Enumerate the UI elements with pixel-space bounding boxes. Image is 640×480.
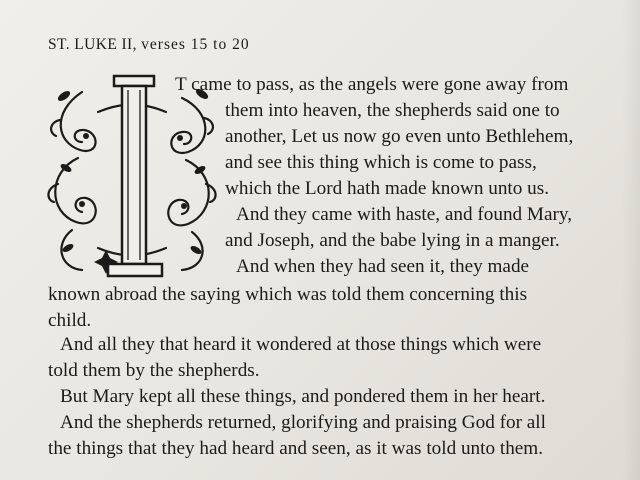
- text-line-13: But Mary kept all these things, and pondered them in her heart.: [60, 386, 546, 407]
- ornamental-initial-i: [42, 72, 220, 280]
- text-line-3: another, Let us now go even unto Bethlehem,: [225, 126, 574, 147]
- book-chapter: ST. LUKE II,: [48, 36, 137, 53]
- page-edge-shadow: [622, 0, 640, 480]
- text-line-7: and Joseph, and the babe lying in a manger.: [225, 230, 560, 251]
- verse-range: verses 15 to 20: [141, 36, 250, 53]
- text-line-4: and see this thing which is come to pass,: [225, 152, 537, 173]
- text-line-8: And when they had seen it, they made: [236, 256, 530, 277]
- text-line-5: which the Lord hath made known unto us.: [225, 178, 549, 199]
- text-line-9: known abroad the saying which was told them concerning this: [48, 284, 528, 305]
- text-line-2: them into heaven, the shepherds said one to: [225, 100, 560, 121]
- text-line-15: the things that they had heard and seen, as it was told unto them.: [48, 438, 544, 459]
- text-line-10: child.: [48, 310, 92, 331]
- text-line-12: told them by the shepherds.: [48, 360, 260, 381]
- text-line-14: And the shepherds returned, glorifying and praising God for all: [60, 412, 546, 433]
- text-line-11: And all they that heard it wondered at those things which were: [60, 334, 542, 355]
- text-line-6: And they came with haste, and found Mary,: [236, 204, 573, 225]
- page-header: [48, 36, 250, 54]
- text-line-1: T came to pass, as the angels were gone away from: [175, 74, 569, 95]
